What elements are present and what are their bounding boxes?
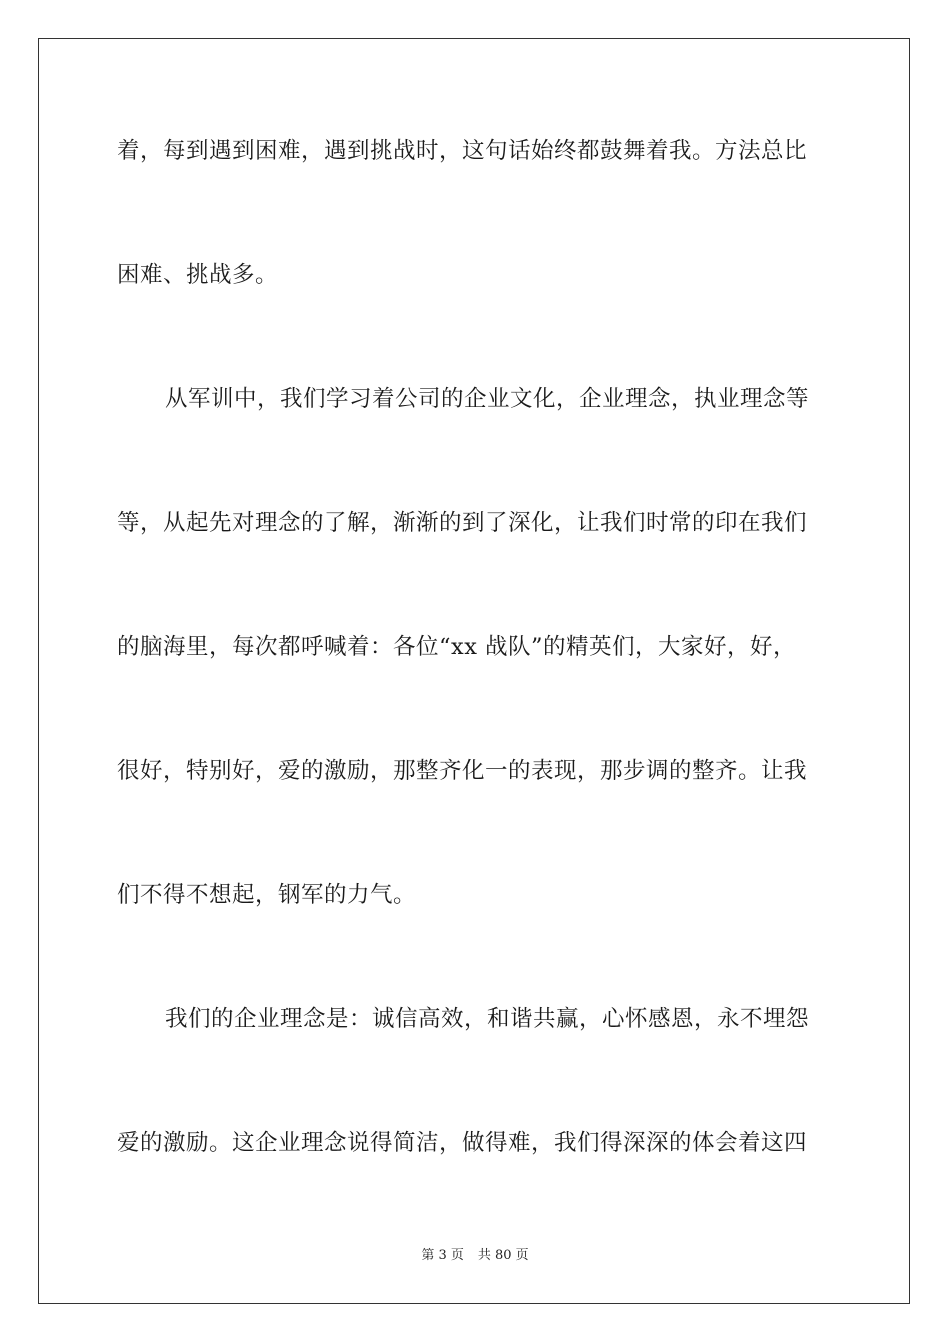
paragraph-line: 的脑海里，每次都呼喊着：各位“xx 战队”的精英们，大家好，好， <box>117 634 797 660</box>
page-footer <box>0 1247 950 1265</box>
paragraph-line: 困难、挑战多。 <box>117 262 279 288</box>
paragraph-line: 我们的企业理念是：诚信高效，和谐共赢，心怀感恩，永不埋怨 <box>165 1006 810 1032</box>
page-number: 第 3 页 <box>421 1248 464 1263</box>
paragraph-line: 着，每到遇到困难，遇到挑战时，这句话始终都鼓舞着我。方法总比 <box>117 138 808 164</box>
page-border <box>38 38 910 1304</box>
paragraph-line: 等，从起先对理念的了解，渐渐的到了深化，让我们时常的印在我们 <box>117 510 808 536</box>
paragraph-line: 爱的激励。这企业理念说得简洁，做得难，我们得深深的体会着这四 <box>117 1130 808 1156</box>
paragraph-line: 从军训中，我们学习着公司的企业文化，企业理念，执业理念等 <box>165 386 810 412</box>
paragraph-line: 很好，特别好，爱的激励，那整齐化一的表现，那步调的整齐。让我 <box>117 758 808 784</box>
paragraph-line: 们不得不想起，钢军的力气。 <box>117 882 417 908</box>
page-total: 共 80 页 <box>477 1248 529 1263</box>
